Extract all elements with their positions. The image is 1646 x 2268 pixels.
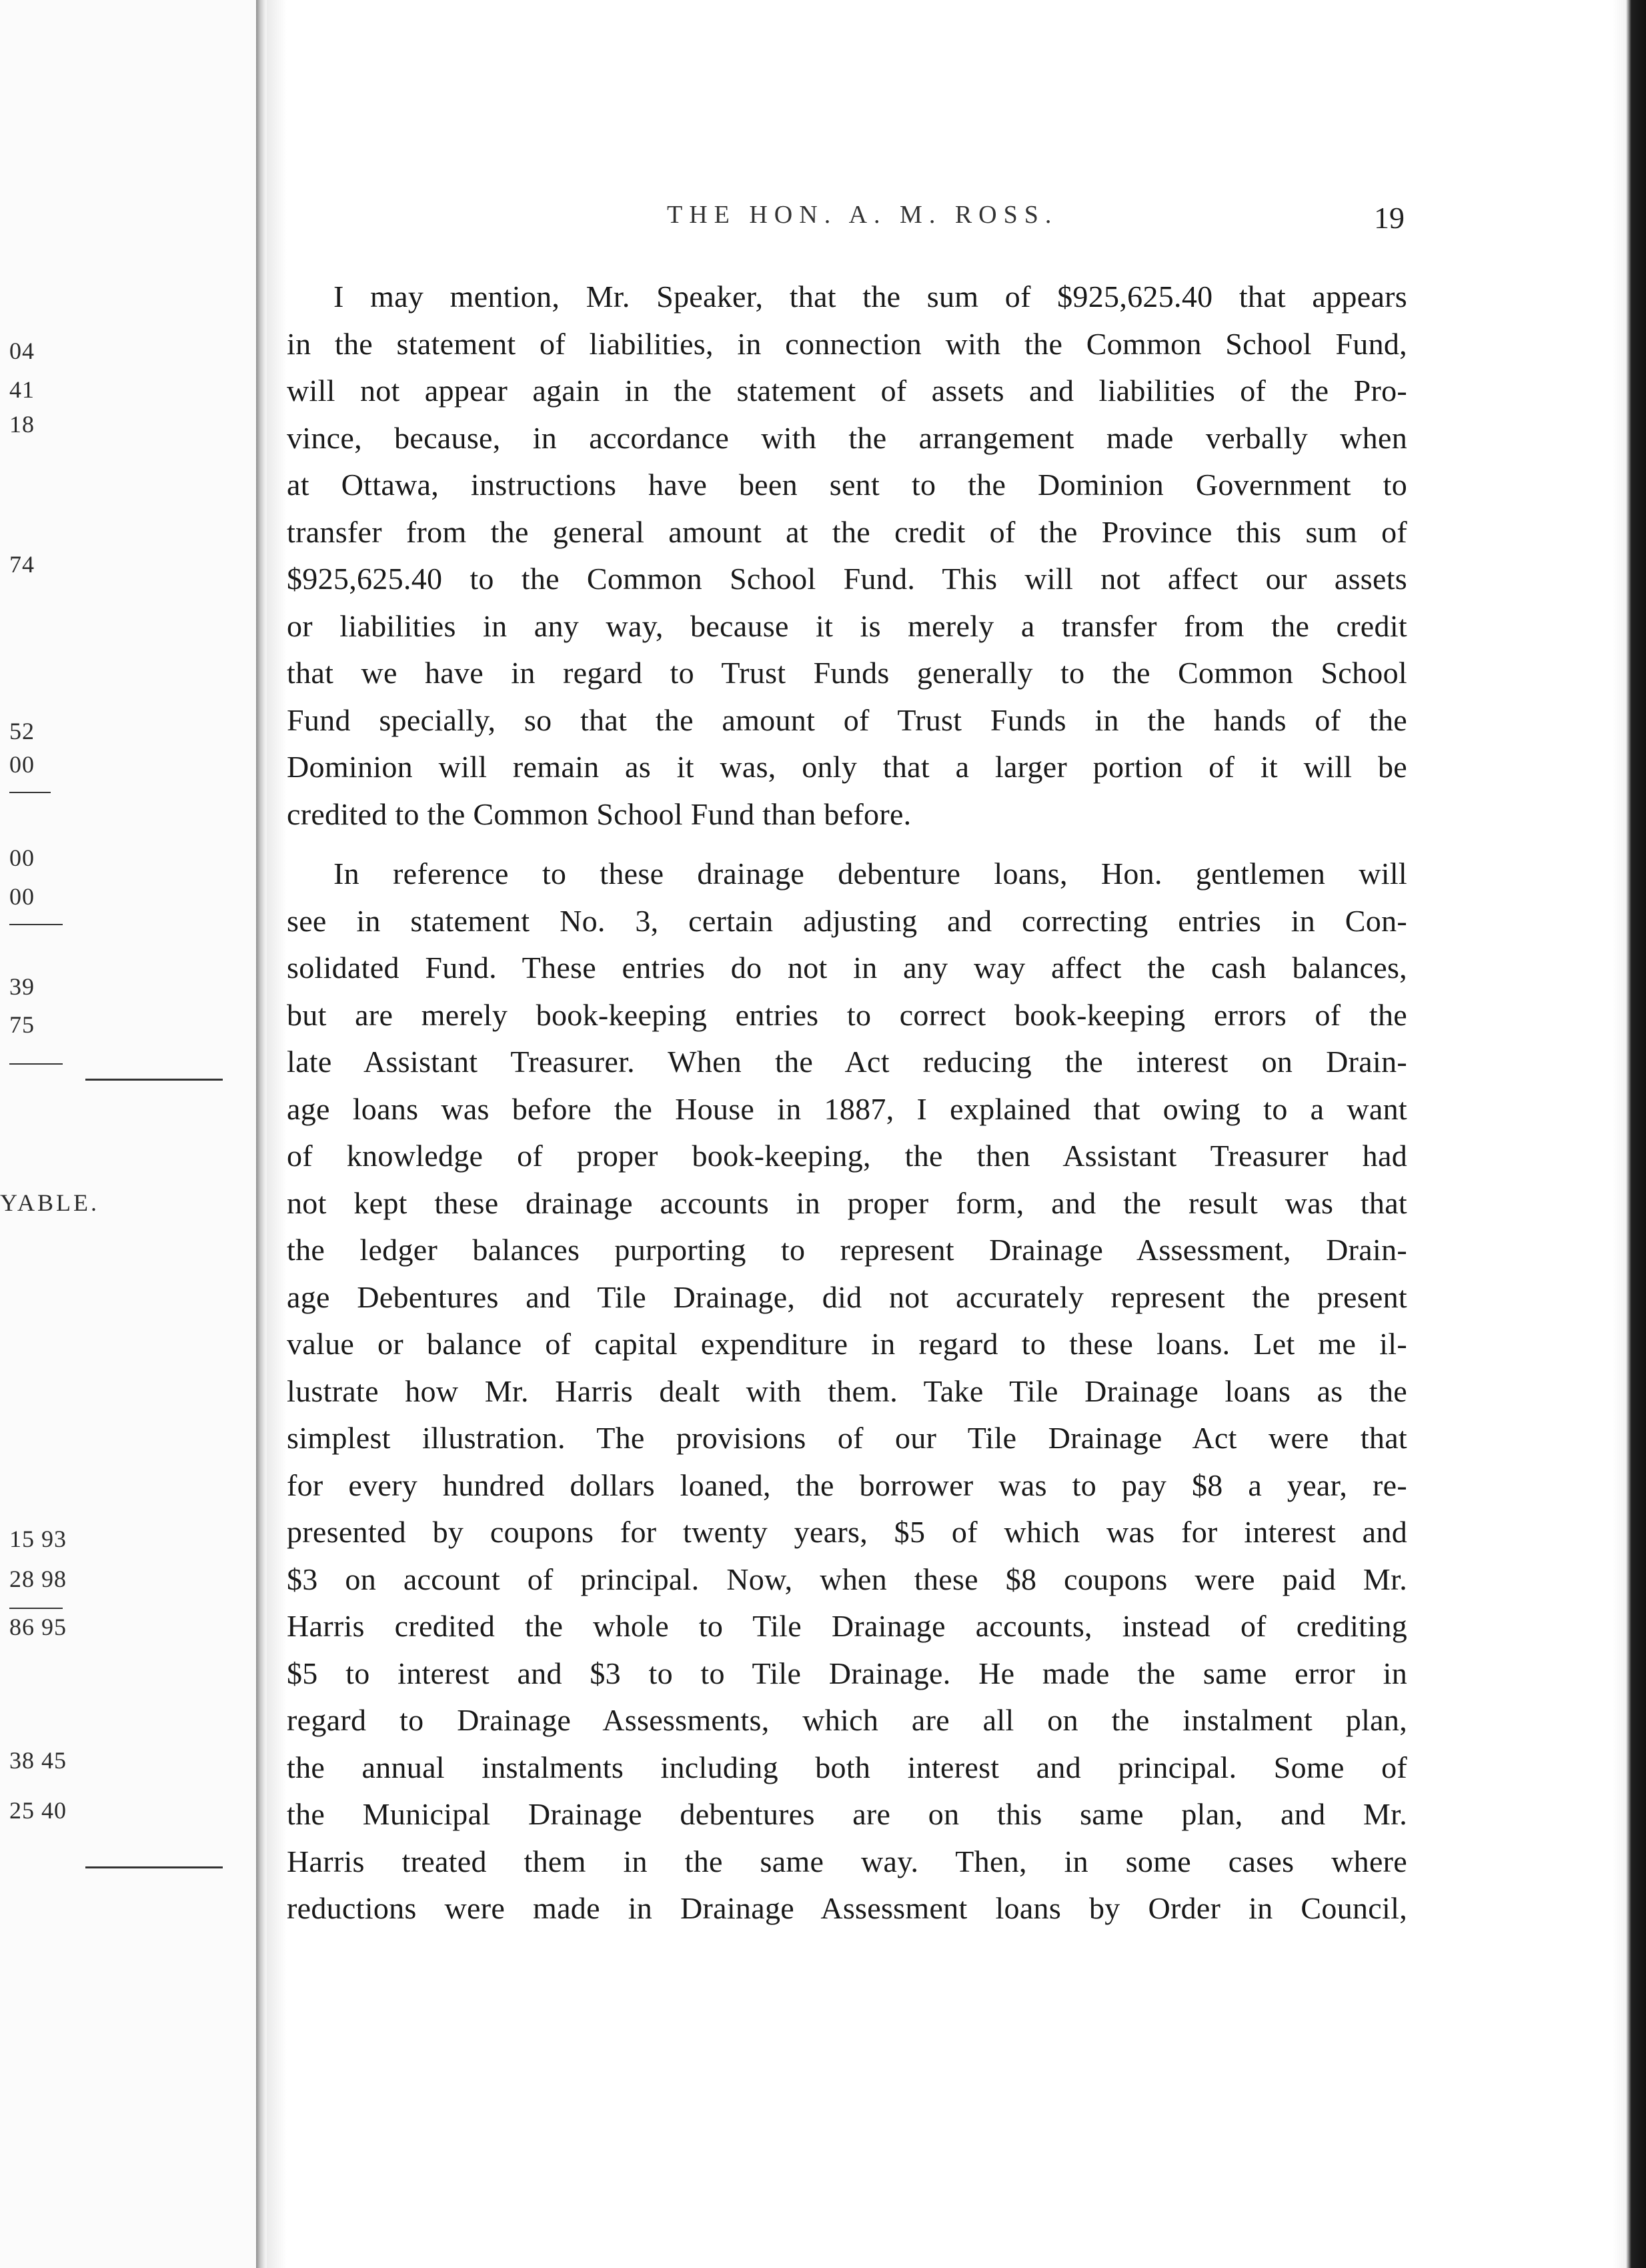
text-line: credited to the Common School Fund than before. (287, 796, 912, 831)
text-line: In reference to these drainage debenture loans, Hon. gentlemen will (333, 857, 1407, 891)
text-line: transfer from the general amount at the credit of the Province this sum of (287, 514, 1407, 549)
text-line: the ledger balances purporting to represent Drainage Assessment, Drain- (287, 1233, 1407, 1267)
text-line: solidated Fund. These entries do not in any way affect the cash balances, (287, 951, 1407, 985)
left-fragment: 28 98 (9, 1566, 67, 1592)
text-line: but are merely book-keeping entries to correct book-keeping errors of the (287, 997, 1407, 1032)
text-line: reductions were made in Drainage Assessment loans by Order in Council, (287, 1891, 1407, 1925)
text-line: Fund specially, so that the amount of Trust Funds in the hands of the (287, 702, 1407, 737)
text-line: simplest illustration. The provisions of our Tile Drainage Act were that (287, 1421, 1407, 1455)
text-line: age Debentures and Tile Drainage, did not accurately represent the present (287, 1279, 1407, 1314)
sum-rule (9, 792, 51, 793)
left-fragment: 15 93 (9, 1526, 67, 1552)
left-fragment: 75 (9, 1011, 35, 1038)
sum-rule (9, 1063, 63, 1065)
text-line: the Municipal Drainage debentures are on this same plan, and Mr. (287, 1797, 1407, 1831)
text-line: will not appear again in the statement of assets and liabilities of the Pro- (287, 374, 1407, 408)
paragraph-2 (287, 851, 1407, 1932)
page-gutter (267, 0, 287, 2268)
page-edge-shadow (1613, 0, 1646, 2268)
left-fragment: 18 (9, 411, 35, 438)
text-line: value or balance of capital expenditure in regard to these loans. Let me il- (287, 1327, 1407, 1361)
left-fragment: 41 (9, 376, 35, 403)
text-line: not kept these drainage accounts in proper form, and the result was that (287, 1185, 1407, 1220)
text-line: Dominion will remain as it was, only that a larger portion of it will be (287, 750, 1407, 784)
text-line: $5 to interest and $3 to to Tile Drainage. He made the same error in (287, 1656, 1407, 1690)
text-line: age loans was before the House in 1887, I explained that owing to a want (287, 1091, 1407, 1126)
paragraph-1 (287, 273, 1407, 838)
text-line: of knowledge of proper book-keeping, the then Assistant Treasurer had (287, 1139, 1407, 1173)
text-line: regard to Drainage Assessments, which are all on the instalment plan, (287, 1703, 1407, 1737)
left-fragment: 00 (9, 844, 35, 871)
left-fragment: 38 45 (9, 1747, 67, 1774)
text-line: in the statement of liabilities, in connection with the Common School Fund, (287, 326, 1407, 361)
left-fragment: 74 (9, 551, 35, 578)
text-line: lustrate how Mr. Harris dealt with them. Take Tile Drainage loans as the (287, 1373, 1407, 1408)
sum-rule (9, 1608, 63, 1609)
left-fragment: 00 (9, 751, 35, 778)
running-header: THE HON. A. M. ROSS. (667, 201, 1058, 229)
left-fragment: 86 95 (9, 1614, 67, 1640)
text-line: Harris credited the whole to Tile Drainage accounts, instead of crediting (287, 1609, 1407, 1643)
total-rule (85, 1079, 223, 1081)
text-line: $925,625.40 to the Common School Fund. This will not affect our assets (287, 562, 1407, 596)
left-fragment: 04 (9, 338, 35, 364)
page-number: 19 (1374, 201, 1405, 235)
left-fragment: YABLE. (0, 1189, 99, 1216)
text-line: I may mention, Mr. Speaker, that the sum of $925,625.40 that appears (333, 279, 1407, 314)
sum-rule (9, 924, 63, 925)
facing-page-fragment (0, 0, 256, 2268)
text-line: $3 on account of principal. Now, when these $8 coupons were paid Mr. (287, 1562, 1407, 1596)
text-line: or liabilities in any way, because it is merely a transfer from the credit (287, 608, 1407, 643)
text-line: Harris treated them in the same way. Then, in some cases where (287, 1844, 1407, 1878)
text-line: that we have in regard to Trust Funds generally to the Common School (287, 656, 1407, 690)
text-line: the annual instalments including both interest and principal. Some of (287, 1750, 1407, 1784)
text-line: see in statement No. 3, certain adjusting and correcting entries in Con- (287, 903, 1407, 938)
left-fragment: 52 (9, 718, 35, 744)
left-fragment: 25 40 (9, 1797, 67, 1824)
left-fragment: 39 (9, 973, 35, 1000)
left-fragment: 00 (9, 883, 35, 910)
text-line: at Ottawa, instructions have been sent to the Dominion Government to (287, 468, 1407, 502)
total-rule (85, 1866, 223, 1868)
binding-shadow (256, 0, 267, 2268)
text-line: for every hundred dollars loaned, the borrower was to pay $8 a year, re- (287, 1468, 1407, 1502)
text-line: late Assistant Treasurer. When the Act reducing the interest on Drain- (287, 1045, 1407, 1079)
text-line: presented by coupons for twenty years, $5 of which was for interest and (287, 1515, 1407, 1549)
text-line: vince, because, in accordance with the arrangement made verbally when (287, 420, 1407, 455)
